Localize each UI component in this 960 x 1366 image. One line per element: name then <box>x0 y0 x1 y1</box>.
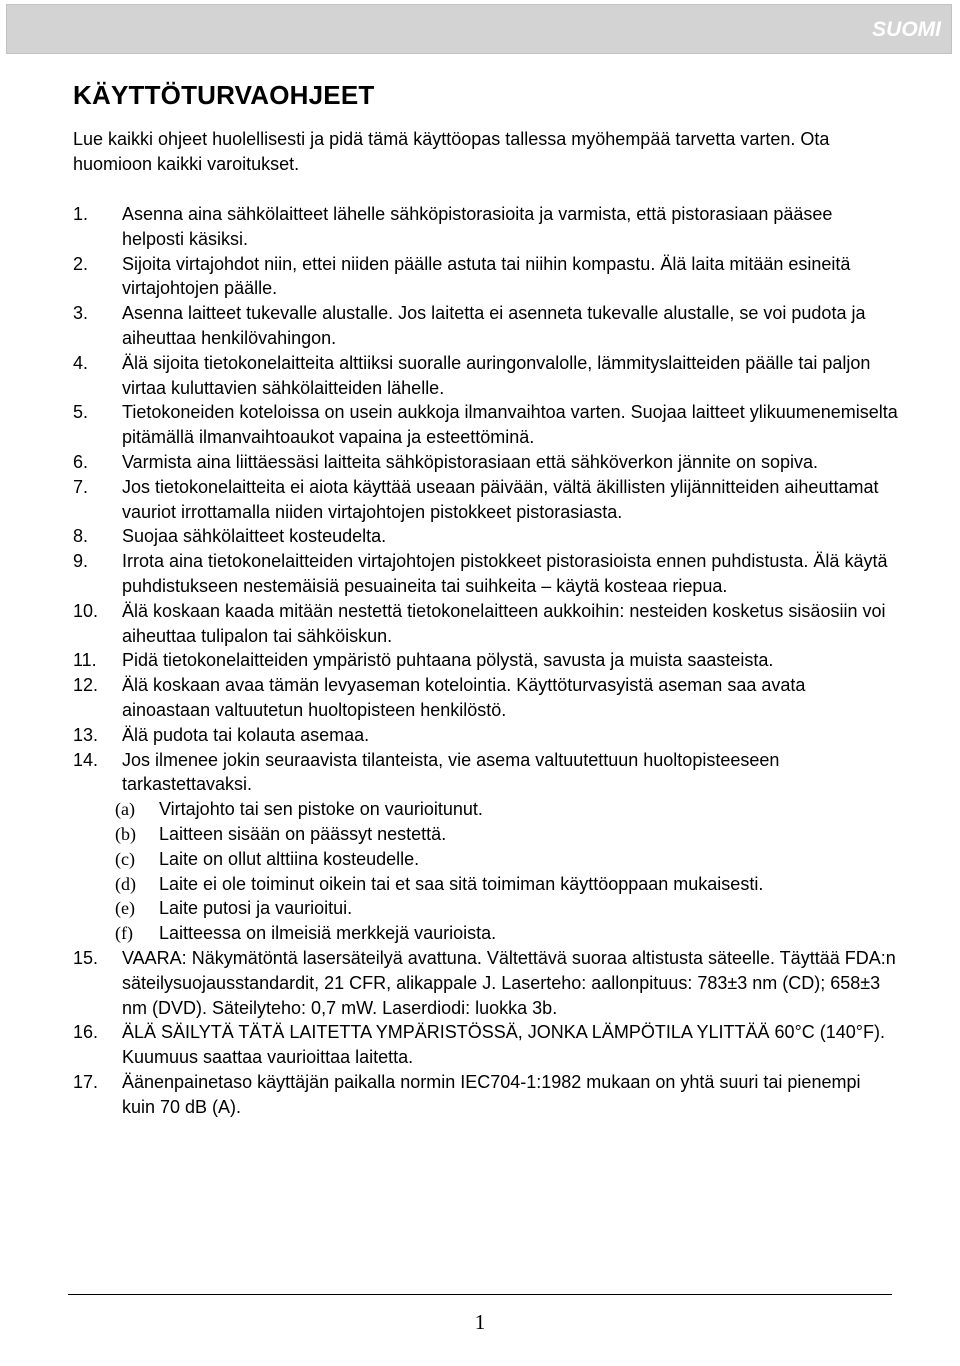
header-bar <box>6 4 952 54</box>
sub-list-item <box>115 822 898 847</box>
list-item <box>73 599 898 649</box>
list-item <box>73 673 898 723</box>
item-text: Suojaa sähkölaitteet kosteudelta. <box>122 526 387 547</box>
item-number: 6. <box>73 451 89 472</box>
item-text: Pidä tietokonelaitteiden ympäristö puhtaana pölystä, savusta ja muista saasteista. <box>122 650 774 671</box>
list-item <box>73 1070 898 1120</box>
list-item <box>73 400 898 450</box>
item-text: Asenna laitteet tukevalle alustalle. Jos laitetta ei asenneta tukevalle alustalle, se voi pudota ja aiheuttaa henkilövahingon. <box>122 303 866 348</box>
sub-item-text: Laite putosi ja vaurioitui. <box>159 898 353 919</box>
sub-item-text: Laitteessa on ilmeisiä merkkejä vaurioista. <box>159 923 497 944</box>
item-text: Asenna aina sähkölaitteet lähelle sähköpistorasioita ja varmista, että pistorasiaan pääsee helposti käsiksi. <box>122 204 833 249</box>
sub-item-letter: (e) <box>115 898 135 919</box>
sub-item-letter: (c) <box>115 848 135 869</box>
list-item <box>73 524 898 549</box>
list-item <box>73 946 898 1020</box>
safety-instructions-list <box>73 202 898 1119</box>
list-item <box>73 1020 898 1070</box>
sub-list <box>115 797 898 946</box>
sub-list-item <box>115 921 898 946</box>
sub-item-letter: (b) <box>115 823 136 844</box>
list-item <box>73 475 898 525</box>
sub-list-item <box>115 797 898 822</box>
sub-list-item <box>115 896 898 921</box>
item-text: Älä pudota tai kolauta asemaa. <box>122 724 370 745</box>
item-text: Varmista aina liittäessäsi laitteita sähköpistorasiaan että sähköverkon jännite on sopiva. <box>122 451 819 472</box>
language-label: SUOMI <box>872 18 941 41</box>
item-number: 16. <box>73 1022 99 1043</box>
list-item <box>73 301 898 351</box>
item-number: 10. <box>73 600 99 621</box>
item-number: 17. <box>73 1071 99 1092</box>
item-text: ÄLÄ SÄILYTÄ TÄTÄ LAITETTA YMPÄRISTÖSSÄ, JONKA LÄMPÖTILA YLITTÄÄ 60°C (140°F). Kuumuus saattaa vaurioittaa laitetta. <box>122 1022 885 1068</box>
item-number: 1. <box>73 204 89 224</box>
list-item <box>73 723 898 748</box>
sub-item-text: Laitteen sisään on päässyt nestettä. <box>159 823 447 844</box>
item-text: Älä sijoita tietokonelaitteita alttiiksi suoralle auringonvalolle, lämmityslaitteiden päälle tai paljon virtaa kuluttavien sähkölaitteiden lähelle. <box>122 352 871 398</box>
list-item <box>73 351 898 401</box>
list-item <box>73 549 898 599</box>
item-number: 13. <box>73 724 99 745</box>
item-number: 9. <box>73 551 89 572</box>
item-text: Älä koskaan kaada mitään nestettä tietokonelaitteen aukkoihin: nesteiden kosketus sisäosiin voi aiheuttaa tulipalon tai sähköiskun. <box>122 600 886 646</box>
item-text: Äänenpainetaso käyttäjän paikalla normin IEC704-1:1982 mukaan on yhtä suuri tai pienempi kuin 70 dB (A). <box>122 1071 861 1117</box>
list-item <box>73 252 898 302</box>
item-text: Älä koskaan avaa tämän levyaseman kotelointia. Käyttöturvasyistä aseman saa avata ainoastaan valtuutetun huoltopisteen henkilöstö. <box>122 675 806 720</box>
item-number: 11. <box>73 650 97 671</box>
page-number: 1 <box>474 1310 486 1334</box>
item-text: Jos tietokonelaitteita ei aiota käyttää useaan päivään, vältä äkillisten ylijännitteiden aiheuttamat vauriot irrottamalla niiden virtajohtojen pistokkeet pistorasiasta. <box>122 476 879 522</box>
item-text: Jos ilmenee jokin seuraavista tilanteista, vie asema valtuutettuun huoltopisteeseen tarkastettavaksi. <box>122 749 780 795</box>
item-number: 3. <box>73 303 89 324</box>
item-text: Irrota aina tietokonelaitteiden virtajohtojen pistokkeet pistorasioista ennen puhdistusta. Älä käytä puhdistukseen nestemäisiä pesuaineita tai suihkeita – käytä kosteaa riepua. <box>122 551 888 596</box>
list-item <box>73 202 898 252</box>
item-number: 14. <box>73 749 99 770</box>
sub-item-letter: (f) <box>115 923 133 944</box>
list-item <box>73 450 898 475</box>
item-text: Sijoita virtajohdot niin, ettei niiden päälle astuta tai niihin kompastu. Älä laita mitään esineitä virtajohtojen päälle. <box>122 253 851 299</box>
sub-item-letter: (d) <box>115 873 136 894</box>
sub-item-letter: (a) <box>115 799 135 820</box>
sub-item-text: Laite on ollut alttiina kosteudelle. <box>159 848 420 869</box>
item-text: Tietokoneiden koteloissa on usein aukkoja ilmanvaihtoa varten. Suojaa laitteet ylikuumenemiselta pitämällä ilmanvaihtoaukot vapaina ja esteettöminä. <box>122 402 898 448</box>
item-number: 4. <box>73 352 89 373</box>
sub-item-text: Laite ei ole toiminut oikein tai et saa sitä toimiman käyttöoppaan mukaisesti. <box>159 873 764 894</box>
sub-list-item <box>115 847 898 872</box>
intro-paragraph: Lue kaikki ohjeet huolellisesti ja pidä tämä käyttöopas tallessa myöhempää tarvetta varten. Ota huomioon kaikki varoitukset. <box>73 129 830 174</box>
list-item <box>73 648 898 673</box>
item-number: 7. <box>73 476 89 497</box>
footer-divider <box>68 1294 892 1295</box>
item-text: VAARA: Näkymätöntä lasersäteilyä avattuna. Vältettävä suoraa altistusta säteelle. Täyttää FDA:n säteilysuojausstandardit, 21 CFR, alikappale J. Laserteho: aallonpituus: 783±3 nm (CD); 658±3 nm (DVD). Säteilyteho: 0,7 mW. Laserdiodi: luokka 3b. <box>122 947 896 1018</box>
sub-list-item <box>115 872 898 897</box>
item-number: 12. <box>73 675 99 696</box>
item-number: 8. <box>73 526 89 547</box>
item-number: 15. <box>73 947 99 968</box>
sub-item-text: Virtajohto tai sen pistoke on vaurioitunut. <box>159 799 483 820</box>
item-number: 5. <box>73 402 89 423</box>
item-number: 2. <box>73 253 89 274</box>
page-title: KÄYTTÖTURVAOHJEET <box>73 80 375 110</box>
list-item <box>73 748 898 946</box>
